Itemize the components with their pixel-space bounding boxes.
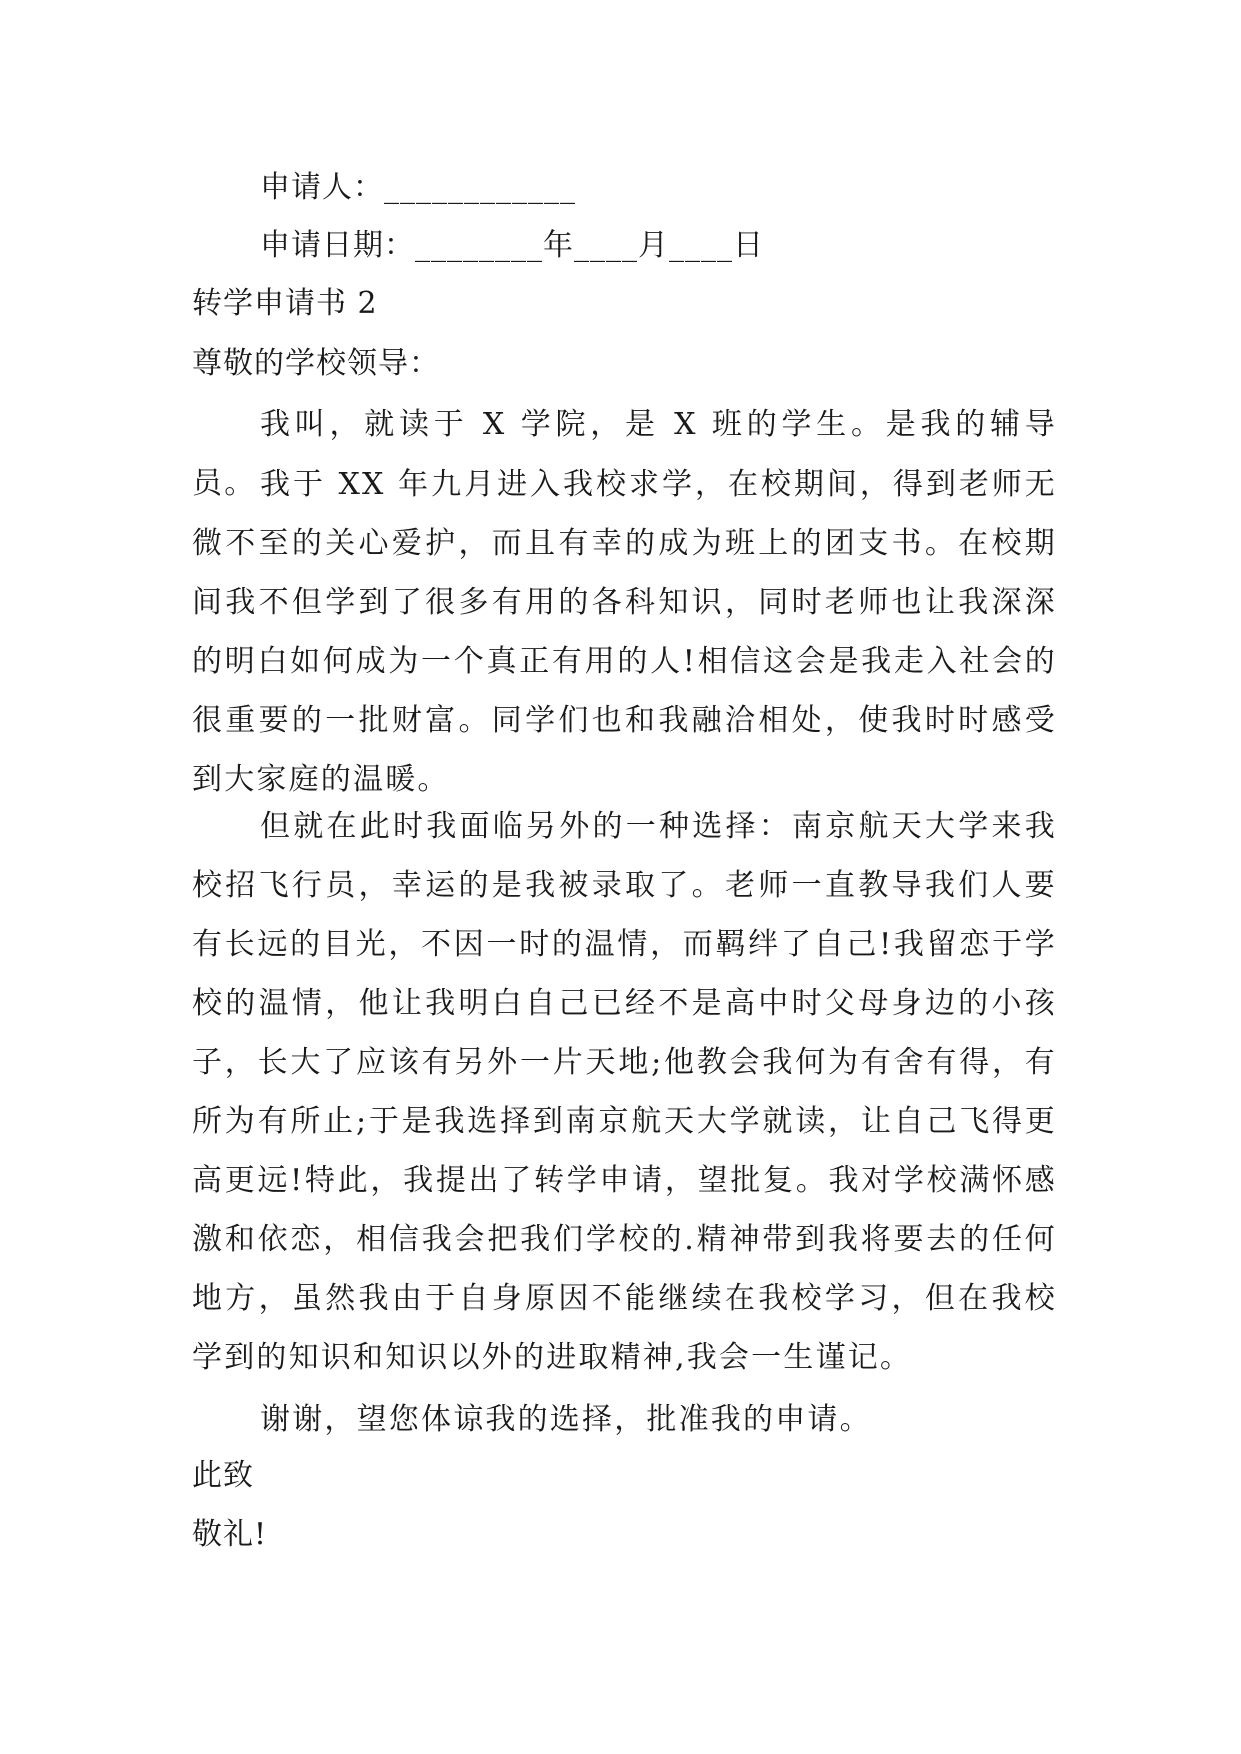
letter-salutation: 尊敬的学校领导： xyxy=(192,346,440,381)
letter-closing-2: 敬礼! xyxy=(192,1517,268,1552)
applicant-line: 申请人：____________ xyxy=(260,170,576,205)
letter-paragraph-2: 我于 XX 年九月进入我校求学，在校期间，得到老师无微不至的关心爱护，而且有幸的成为班上的团支书。在校期间我不但学到了很多有用的各科知识，同时老师也让我深深的明白如何成为一个真正有用的人!相信这会是我走入社会的很重要的一批财富。同学们也和我融洽相处，使我时时感受到大家庭的温暖。 xyxy=(192,467,1057,797)
letter-paragraph-4: 谢谢，望您体谅我的选择，批准我的申请。 xyxy=(260,1402,872,1437)
letter-paragraph-3: 但就在此时我面临另外的一种选择：南京航天大学来我校招飞行员，幸运的是我被录取了。老师一直教导我们人要有长远的目光，不因一时的温情，而羁绊了自己!我留恋于学校的温情，他让我明白自己已经不是高中时父母身边的小孩子，长大了应该有另外一片天地;他教会我何为有舍有得，有所为有所止;于是我选择到南京航天大学就读，让自己飞得更高更远!特此，我提出了转学申请，望批复。我对学校满怀感激和依恋，相信我会把我们学校的.精神带到我将要去的任何地方，虽然我由于自身原因不能继续在我校学习，但在我校学到的知识和知识以外的进取精神,我会一生谨记。 xyxy=(192,809,1057,1375)
letter-title: 转学申请书 2 xyxy=(192,286,378,321)
application-date-line: 申请日期：________年____月____日 xyxy=(260,228,764,263)
letter-closing-1: 此致 xyxy=(192,1458,254,1493)
letter-paragraph-1: 我叫，就读于 X 学院，是 X 班的学生。是我的辅导员。 xyxy=(192,407,1057,501)
